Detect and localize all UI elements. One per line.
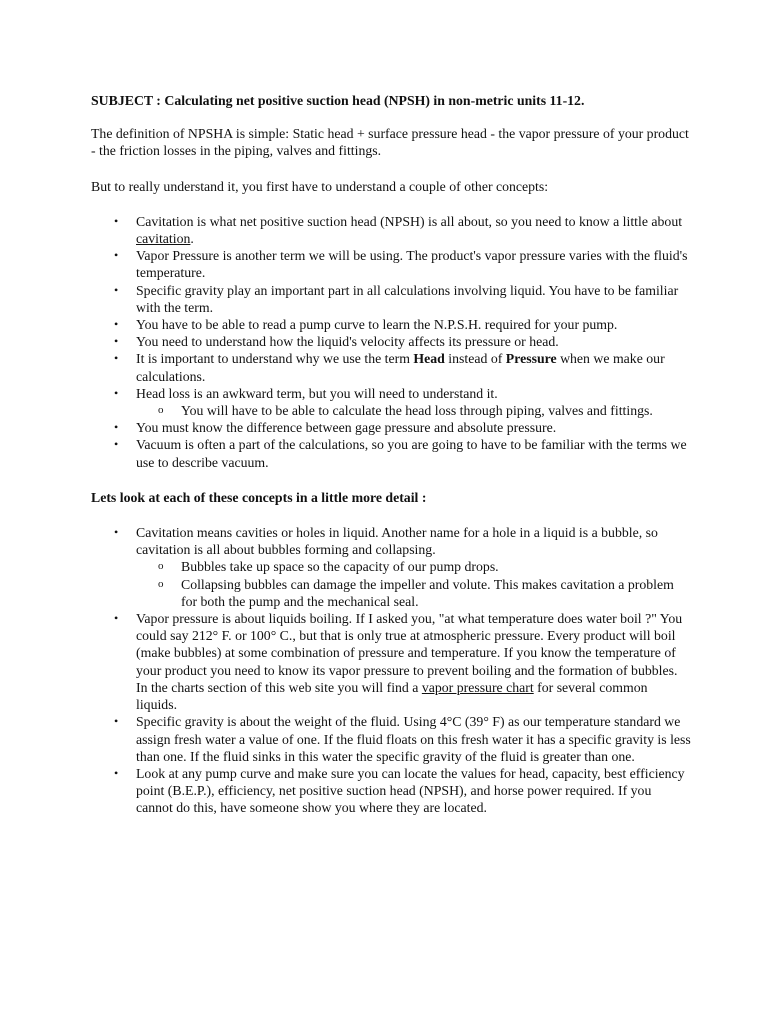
list-item: • It is important to understand why we use the term Head instead of Pressure when we make our calculations. — [114, 351, 665, 384]
sub-bullet-icon: o — [158, 560, 164, 573]
list-item: • You must know the difference between gage pressure and absolute pressure. — [114, 420, 557, 436]
bullet-icon: • — [114, 334, 119, 349]
sub-bullet-icon: o — [158, 404, 164, 417]
sub-list-item: o You will have to be able to calculate the head loss through piping, valves and fittings. — [158, 403, 653, 419]
bullet-icon: • — [114, 317, 119, 332]
list-item: • Vapor Pressure is another term we will be using. The product's vapor pressure varies with the fluid's temperature. — [114, 248, 688, 281]
bullet-icon: • — [114, 765, 119, 780]
bullet-icon: • — [114, 525, 119, 540]
document-page — [91, 92, 691, 817]
detail-heading: Lets look at each of these concepts in a little more detail : — [91, 489, 427, 505]
vapor-pressure-chart-link[interactable]: vapor pressure chart — [421, 679, 534, 695]
bullet-icon: • — [114, 351, 119, 366]
list-item: • Vapor pressure is about liquids boiling. If I asked you, "at what temperature does water boil ?" You could say 212° F. or 100° C., but that is only true at atmospheric pressure. Every product will boil (make bubbles) at some combination of pressure and temperature. If you know the temperature of your product you need to know its vapor pressure to prevent boiling and the formation of bubbles. In the charts section of this web site you will find a vapor pressure chart for several common liquids. — [114, 611, 683, 713]
sub-list-item: o Bubbles take up space so the capacity of our pump drops. — [158, 559, 499, 575]
definition-paragraph: The definition of NPSHA is simple: Static head + surface pressure head - the vapor pressure of your product - the friction losses in the piping, valves and fittings. — [91, 126, 689, 159]
bullet-icon: • — [114, 420, 119, 435]
concepts-list — [91, 213, 691, 471]
list-item: • Head loss is an awkward term, but you will need to understand it. o You will have to be able to calculate the head loss through piping, valves and fittings. — [91, 385, 691, 419]
list-item: • Vacuum is often a part of the calculations, so you are going to have to be familiar with the terms we use to describe vacuum. — [114, 437, 687, 470]
sub-list — [136, 558, 691, 610]
head-term: Head — [413, 351, 445, 367]
sub-bullet-icon: o — [158, 577, 164, 590]
list-item: • You have to be able to read a pump curve to learn the N.P.S.H. required for your pump. — [114, 317, 618, 333]
cavitation-link[interactable]: cavitation — [136, 231, 191, 247]
pressure-term: Pressure — [505, 351, 557, 367]
list-item: • You need to understand how the liquid's velocity affects its pressure or head. — [114, 334, 559, 350]
sub-list — [136, 402, 691, 419]
bullet-icon: • — [114, 248, 119, 263]
bullet-icon: • — [114, 714, 119, 729]
list-item: • Specific gravity play an important part in all calculations involving liquid. You have to be familiar with the term. — [114, 282, 679, 315]
subject-heading: SUBJECT : Calculating net positive suction head (NPSH) in non-metric units 11-12. — [91, 93, 585, 108]
details-list — [91, 524, 691, 816]
sub-list-item: o Collapsing bubbles can damage the impeller and volute. This makes cavitation a problem for both the pump and the mechanical seal. — [158, 576, 674, 609]
list-item: • Look at any pump curve and make sure you can locate the values for head, capacity, best efficiency point (B.E.P.), efficiency, net positive suction head (NPSH), and horse power required. If you cannot do this, have someone show you where they are located. — [114, 765, 685, 816]
bullet-icon: • — [114, 437, 119, 452]
list-item: • Specific gravity is about the weight of the fluid. Using 4°C (39° F) as our temperature standard we assign fresh water a value of one. If the fluid floats on this fresh water it has a specific gravity is less than one. If the fluid sinks in this water the specific gravity of the fluid is greater than one. — [114, 714, 691, 764]
list-item: • Cavitation is what net positive suction head (NPSH) is all about, so you need to know a little about cavitation. — [114, 213, 683, 247]
bullet-icon: • — [114, 385, 119, 400]
bullet-icon: • — [114, 282, 119, 297]
bullet-icon: • — [114, 213, 119, 228]
list-item: • Cavitation means cavities or holes in liquid. Another name for a hole in a liquid is a bubble, so cavitation is all about bubbles forming and collapsing. o Bubbles take up space so the capacity of our pump drops. o Collapsing bubbles can damage the impeller and volute. This makes cavitation a problem for both the pump and the mechanical seal. — [91, 524, 691, 610]
bullet-icon: • — [114, 611, 119, 626]
intro-paragraph: But to really understand it, you first have to understand a couple of other concepts: — [91, 178, 549, 194]
